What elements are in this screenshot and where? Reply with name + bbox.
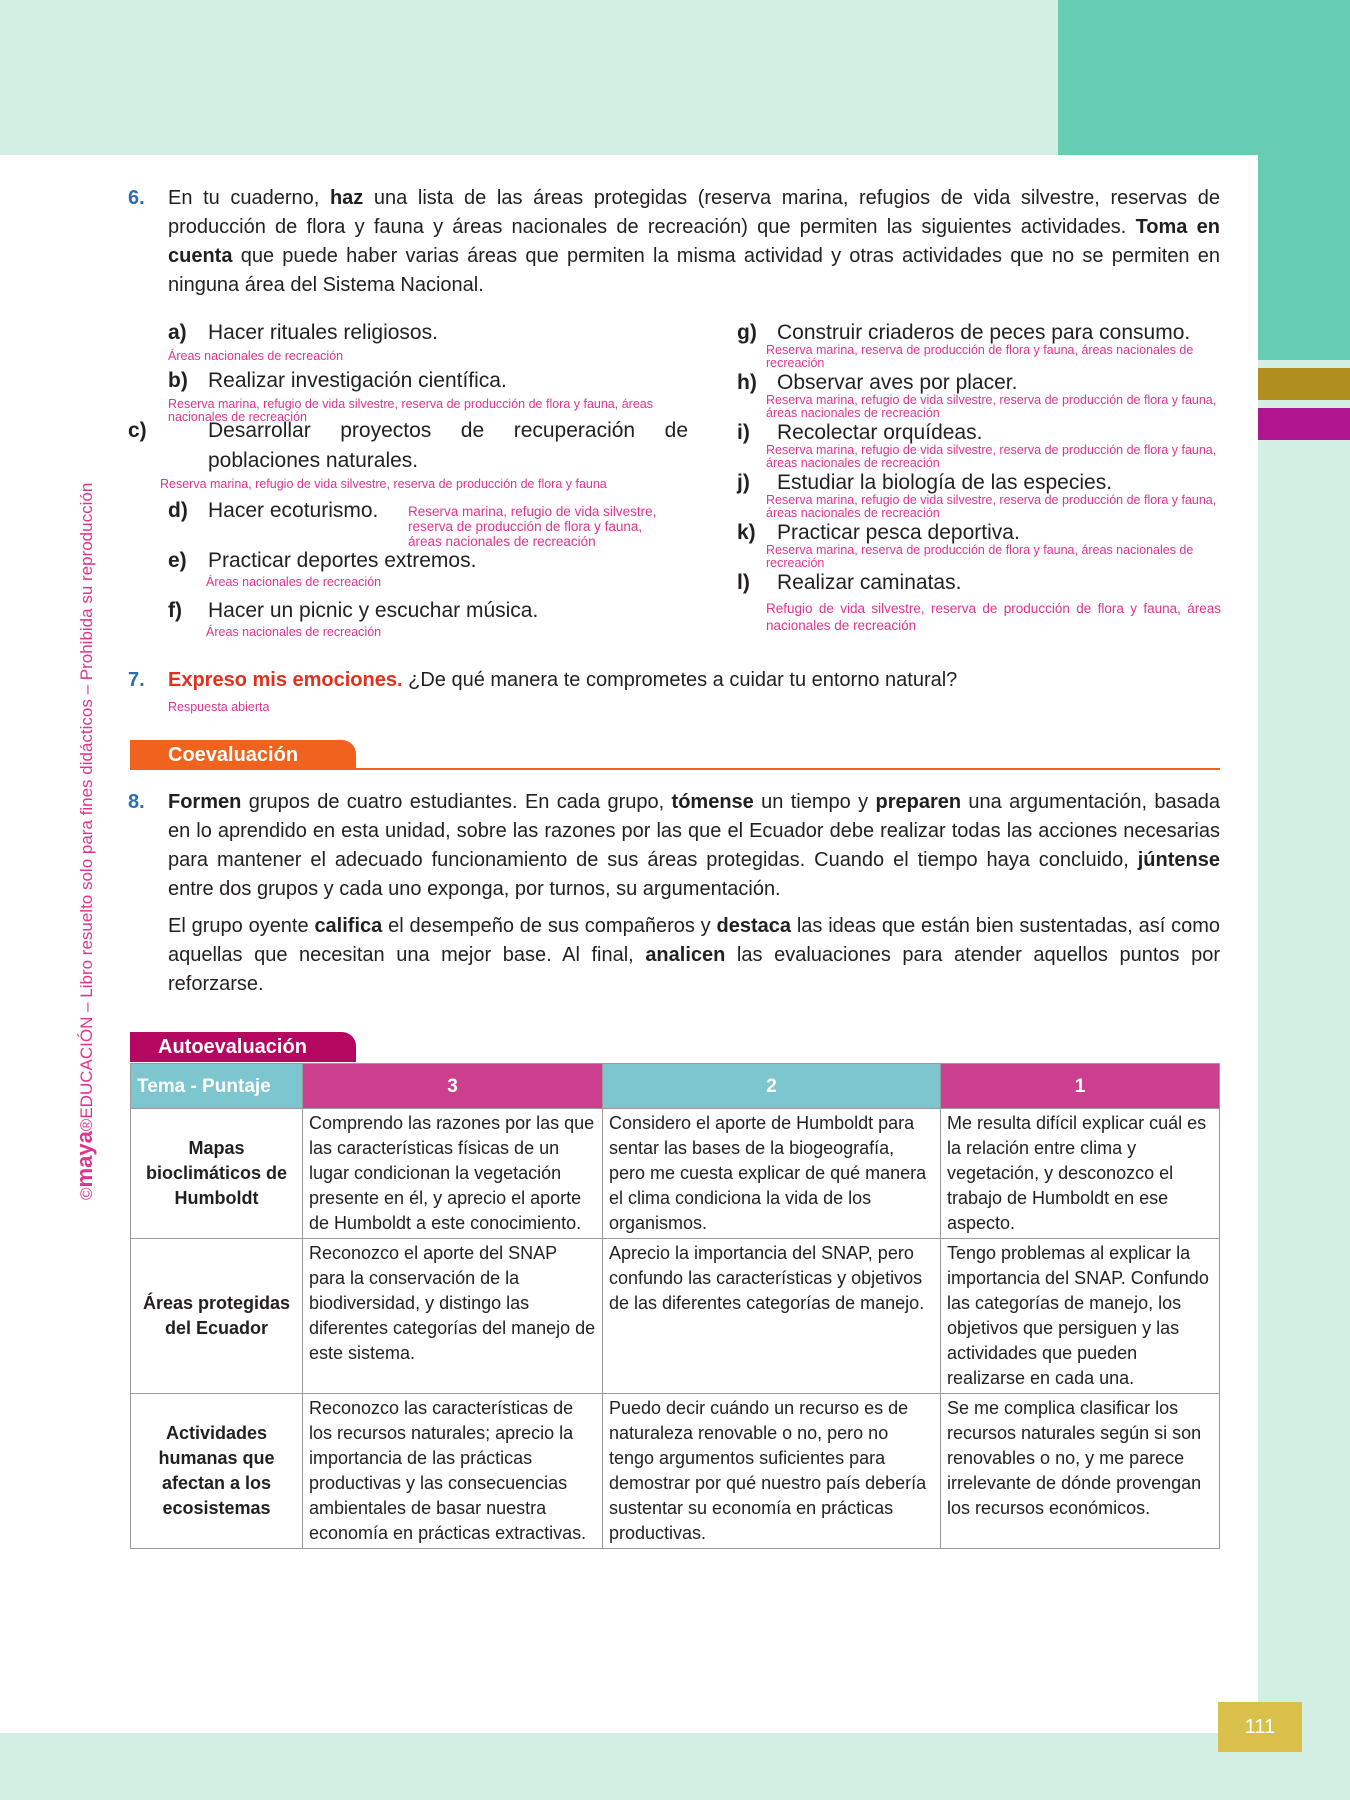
table-row	[131, 1239, 1220, 1394]
activity-answer: Reserva marina, refugio de vida silvestre, reserva de producción de flora y fauna, áreas nacionales de recreación	[766, 393, 1217, 420]
activity-item	[128, 416, 688, 476]
question-6: 6. En tu cuaderno, haz una lista de las áreas protegidas (reserva marina, refugios de vida silvestre, reservas de producción de flora y fauna y áreas nacionales de recreación) que permiten las siguientes actividades. Toma en cuenta que puede haber varias áreas que permiten la misma actividad y otras actividades que no se permiten en ninguna área del Sistema Nacional.	[168, 184, 1220, 300]
coevaluacion-header: Coevaluación	[130, 740, 356, 770]
activity-item	[168, 370, 507, 392]
page-number: 111	[1218, 1702, 1302, 1752]
item-letter: k)	[737, 521, 756, 544]
criteria-cell: Tengo problemas al explicar la importancia del SNAP. Confundo las categorías de manejo, los objetivos que persiguen y las actividades que pueden realizarse en cada una.	[941, 1239, 1220, 1394]
activity-item	[737, 572, 961, 594]
activity-item	[737, 372, 1017, 394]
column-header: 3	[303, 1064, 603, 1109]
item-text: Desarrollar proyectos de recuperación de poblaciones naturales.	[208, 419, 688, 472]
criteria-cell: Me resulta difícil explicar cuál es la relación entre clima y vegetación, y desconozco el trabajo de Humboldt en ese aspecto.	[941, 1109, 1220, 1239]
criteria-cell: Reconozco el aporte del SNAP para la conservación de la biodiversidad, y distingo las diferentes categorías del manejo de este sistema.	[303, 1239, 603, 1394]
question-number: 8.	[128, 791, 145, 813]
column-header: Tema - Puntaje	[131, 1064, 303, 1109]
activity-answer: Reserva marina, refugio de vida silvestre, reserva de producción de flora y fauna, áreas nacionales de recreación	[766, 443, 1217, 470]
table-row	[131, 1109, 1220, 1239]
activity-item	[168, 322, 438, 344]
item-text: Hacer rituales religiosos.	[208, 321, 438, 344]
topic-cell: Áreas protegidas del Ecuador	[131, 1239, 303, 1394]
self-assessment-table	[130, 1063, 1220, 1549]
activity-answer: Áreas nacionales de recreación	[206, 575, 382, 589]
item-text: Practicar deportes extremos.	[208, 549, 477, 572]
activity-answer: Reserva marina, reserva de producción de flora y fauna, áreas nacionales de recreación	[766, 543, 1194, 570]
activity-item	[737, 472, 1112, 494]
item-text: Construir criaderos de peces para consumo.	[777, 321, 1191, 344]
criteria-cell: Aprecio la importancia del SNAP, pero confundo las características y objetivos de las diferentes categorías de manejo.	[603, 1239, 941, 1394]
item-letter: b)	[168, 369, 188, 392]
activity-answer: Reserva marina, refugio de vida silvestre, reserva de producción de flora y fauna	[160, 477, 607, 491]
item-text: Recolectar orquídeas.	[777, 421, 983, 444]
table-row	[131, 1394, 1220, 1549]
autoevaluacion-header: Autoevaluación	[130, 1032, 356, 1062]
question-7: 7. Expreso mis emociones. ¿De qué manera te comprometes a cuidar tu entorno natural?	[168, 666, 1220, 695]
item-letter: g)	[737, 321, 757, 344]
activity-item	[737, 322, 1190, 344]
activity-item	[168, 550, 476, 572]
divider	[130, 768, 1220, 770]
item-letter: f)	[168, 599, 182, 622]
item-letter: e)	[168, 549, 187, 572]
item-text: Observar aves por placer.	[777, 371, 1018, 394]
activity-item	[737, 522, 1020, 544]
item-letter: i)	[737, 421, 750, 444]
topic-cell: Mapas bioclimáticos de Humboldt	[131, 1109, 303, 1239]
item-letter: j)	[737, 471, 750, 494]
decor-magenta-tab	[1258, 408, 1350, 440]
activity-answer: Reserva marina, refugio de vida silvestre, reserva de producción de flora y fauna, áreas nacionales de recreación	[766, 493, 1217, 520]
item-text: Practicar pesca deportiva.	[777, 521, 1020, 544]
activity-answer: Refugio de vida silvestre, reserva de producción de flora y fauna, áreas nacionales de recreación	[766, 601, 1221, 633]
item-text: Hacer un picnic y escuchar música.	[208, 599, 539, 622]
side-copyright: ©maya®EDUCACIÓN – Libro resuelto solo para fines didácticos – Prohibida su reproducción	[72, 482, 97, 1200]
column-header: 2	[603, 1064, 941, 1109]
topic-cell: Actividades humanas que afectan a los ecosistemas	[131, 1394, 303, 1549]
criteria-cell: Considero el aporte de Humboldt para sentar las bases de la biogeografía, pero me cuesta explicar de qué manera el clima condiciona la vida de los organismos.	[603, 1109, 941, 1239]
criteria-cell: Se me complica clasificar los recursos naturales según si son renovables o no, y me parece irrelevante de dónde provengan los recursos económicos.	[941, 1394, 1220, 1549]
column-header: 1	[941, 1064, 1220, 1109]
decor-gold-tab	[1258, 368, 1350, 400]
question-number: 7.	[128, 669, 145, 691]
activity-answer: Áreas nacionales de recreación	[206, 625, 382, 639]
activity-answer: Reserva marina, refugio de vida silvestre, reserva de producción de flora y fauna, áreas nacionales de recreación	[408, 504, 657, 549]
activity-answer: Áreas nacionales de recreación	[168, 349, 344, 363]
activity-item	[168, 600, 538, 622]
item-letter: a)	[168, 321, 187, 344]
item-text: Realizar investigación científica.	[208, 369, 507, 392]
item-letter: l)	[737, 571, 750, 594]
activity-item	[737, 422, 982, 444]
item-text: Hacer ecoturismo.	[208, 499, 379, 522]
criteria-cell: Comprendo las razones por las que las características físicas de un lugar condicionan la vegetación presente en él, y aprecio el aporte de Humboldt a este conocimiento.	[303, 1109, 603, 1239]
item-text: Estudiar la biología de las especies.	[777, 471, 1113, 494]
activity-answer: Reserva marina, reserva de producción de flora y fauna, áreas nacionales de recreación	[766, 343, 1194, 370]
criteria-cell: Puedo decir cuándo un recurso es de naturaleza renovable o no, pero no tengo argumentos suficientes para demostrar por qué nuestro país debería sustentar su economía en prácticas productivas.	[603, 1394, 941, 1549]
activity-item	[168, 500, 378, 522]
activity-answer: Reserva marina, refugio de vida silvestre, reserva de producción de flora y fauna, áreas nacionales de recreación	[168, 397, 653, 424]
item-letter: c)	[128, 419, 147, 442]
side-note-text: EDUCACIÓN – Libro resuelto solo para fines didácticos – Prohibida su reproducción	[77, 482, 96, 1119]
item-text: Realizar caminatas.	[777, 571, 962, 594]
brand-logo: maya	[72, 1131, 97, 1188]
item-letter: h)	[737, 371, 757, 394]
question-lead: Expreso mis emociones.	[168, 669, 403, 691]
criteria-cell: Reconozco las características de los recursos naturales; aprecio la importancia de las prácticas productivas y las consecuencias ambientales de basar nuestra economía en prácticas extractivas.	[303, 1394, 603, 1549]
item-letter: d)	[168, 499, 188, 522]
answer: Respuesta abierta	[168, 700, 270, 714]
question-8: 8. Formen grupos de cuatro estudiantes. En cada grupo, tómense un tiempo y preparen una argumentación, basada en lo aprendido en esta unidad, sobre las razones por las que el Ecuador debe realizar todas las acciones necesarias para mantener el adecuado funcionamiento de sus áreas protegidas. Cuando el tiempo haya concluido, júntense entre dos grupos y cada uno exponga, por turnos, su argumentación. El grupo oyente califica el desempeño de sus compañeros y destaca las ideas que están bien sustentadas, así como aquellas que necesitan una mejor base. Al final, analicen las evaluaciones para atender aquellos puntos por reforzarse.	[168, 788, 1220, 999]
question-number: 6.	[128, 187, 145, 209]
